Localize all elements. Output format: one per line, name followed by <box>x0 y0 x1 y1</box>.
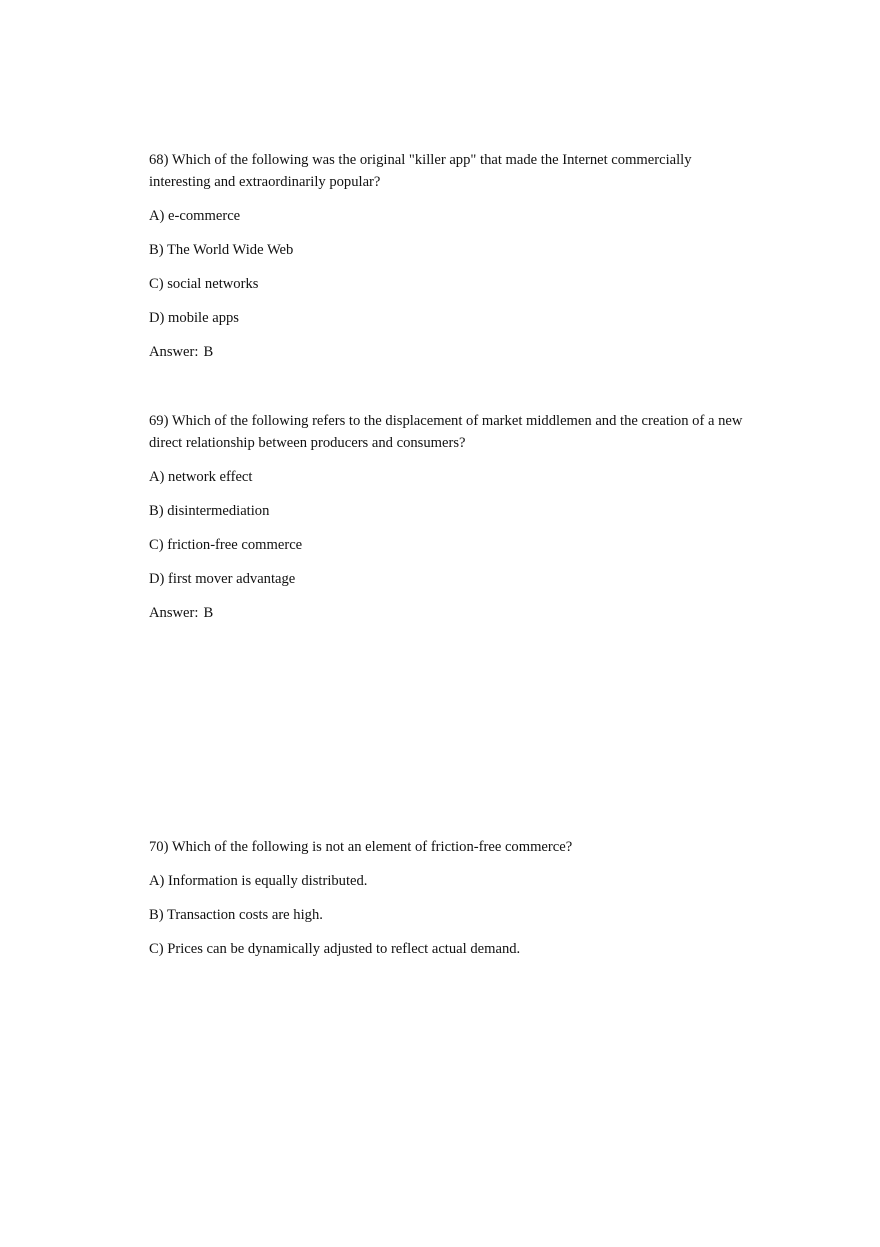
option-b: B) The World Wide Web <box>149 241 294 258</box>
question-stem: 69) Which of the following refers to the displacement of market middlemen and the creation of a new direct relationship between producers and consumers? <box>149 413 743 451</box>
answer-value: B <box>203 604 214 621</box>
question-stem: 70) Which of the following is not an element of friction-free commerce? <box>149 839 573 855</box>
answer-label: Answer: <box>149 604 199 621</box>
answer-label: Answer: <box>149 343 199 360</box>
option-a: A) network effect <box>149 468 253 485</box>
option-b: B) disintermediation <box>149 502 270 519</box>
question-68 <box>149 150 749 363</box>
option-c: C) Prices can be dynamically adjusted to reflect actual demand. <box>149 941 521 957</box>
option-c: C) social networks <box>149 275 259 292</box>
option-b: B) Transaction costs are high. <box>149 907 323 923</box>
question-stem: 68) Which of the following was the original "killer app" that made the Internet commercially interesting and extraordinarily popular? <box>149 152 692 190</box>
option-c: C) friction-free commerce <box>149 536 303 553</box>
answer-line <box>149 603 749 625</box>
question-69 <box>149 411 749 624</box>
option-d: D) mobile apps <box>149 309 239 326</box>
answer-line <box>149 342 749 364</box>
option-a: A) e-commerce <box>149 207 241 224</box>
question-70 <box>149 837 749 961</box>
option-a: A) Information is equally distributed. <box>149 873 368 889</box>
answer-value: B <box>203 343 214 360</box>
option-d: D) first mover advantage <box>149 570 296 587</box>
